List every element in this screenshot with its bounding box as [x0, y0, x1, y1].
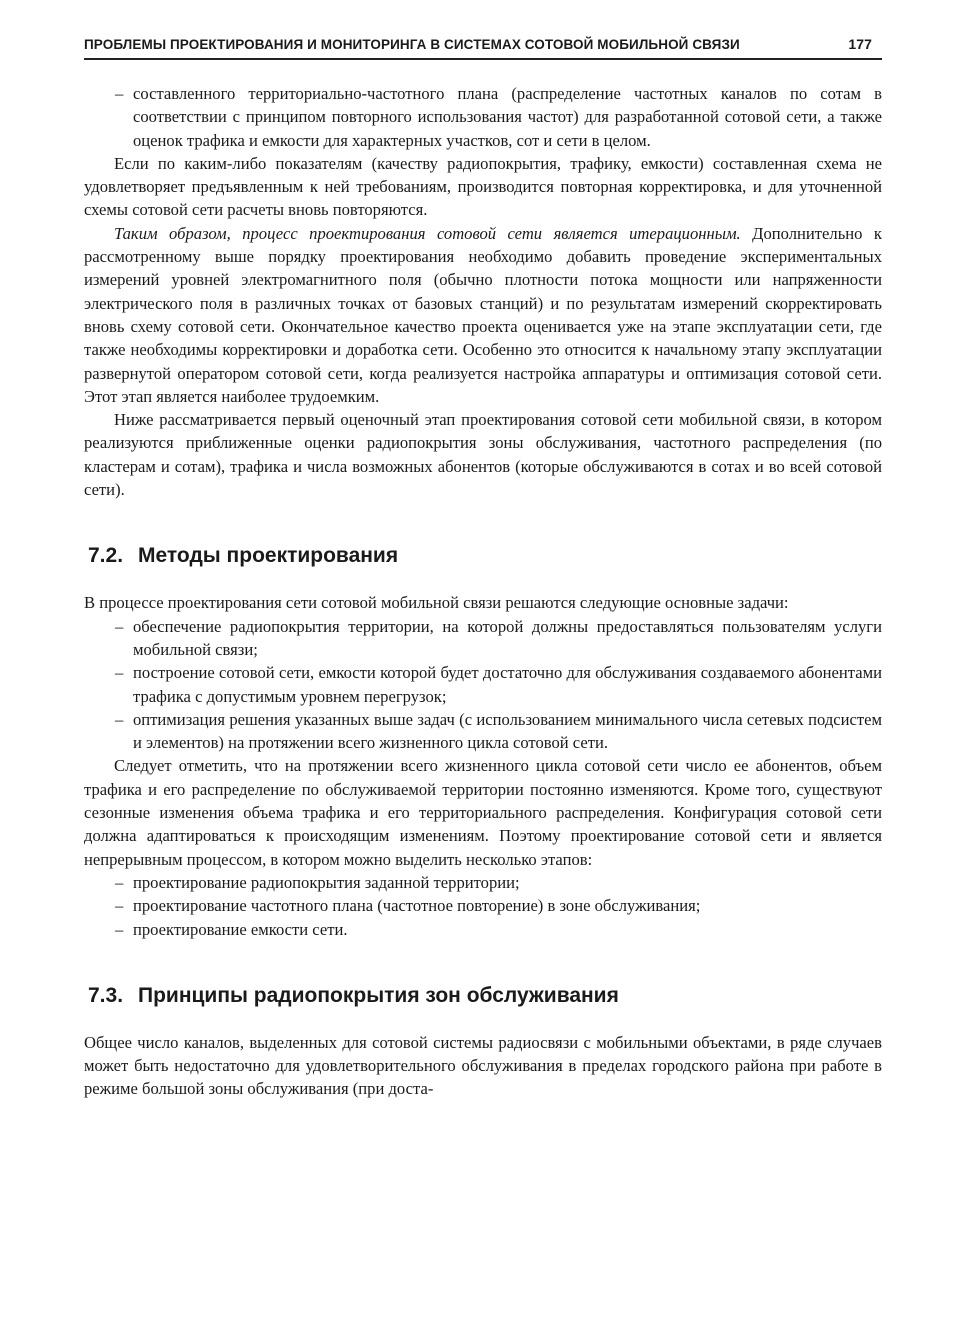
emphasized-sentence: Таким образом, процесс проектирования сотовой сети является итерационным. [114, 223, 741, 243]
page-number: 177 [848, 36, 872, 52]
section-heading-7-2 [84, 543, 882, 569]
paragraph-text: Дополнительно к рассмотренному выше порядку проектирования необходимо добавить проведение экспериментальных измерений уровней электромагнитного поля (обычно плотности потока мощности или напряженности электрического поля в различных точках от базовых станций) и по результатам измерений скорректировать вновь схему сотовой сети. Окончательное качество проекта оценивается уже на этапе эксплуатации сети, где также необходимы корректировки и доработка сети. Особенно это относится к начальному этапу эксплуатации развернутой оператором сотовой сети, когда реализуется настройка аппаратуры и оптимизация сотовой сети. Этот этап является наиболее трудоемким. [84, 223, 882, 406]
running-title: ПРОБЛЕМЫ ПРОЕКТИРОВАНИЯ И МОНИТОРИНГА В СИСТЕМАХ СОТОВОЙ МОБИЛЬНОЙ СВЯЗИ [84, 37, 740, 52]
tasks-list [84, 615, 882, 755]
stages-list [84, 871, 882, 941]
list-item: – оптимизация решения указанных выше задач (с использованием минимального числа сетевых подсистем и элементов) на протяжении всего жизненного цикла сотовой сети. [84, 708, 882, 755]
list-item: – проектирование емкости сети. [84, 918, 882, 941]
section-title: Методы проектирования [138, 544, 399, 568]
section-heading-7-3 [84, 983, 882, 1009]
list-item: – проектирование частотного плана (частотное повторение) в зоне обслуживания; [84, 894, 882, 917]
paragraph: Ниже рассматривается первый оценочный этап проектирования сотовой сети мобильной связи, в котором реализуются приближенные оценки радиопокрытия зоны обслуживания, частотного распределения (по кластерам и сотам), трафика и числа возможных абонентов (которые обслуживаются в сотах и во всей сотовой сети). [84, 410, 882, 500]
running-header [84, 36, 882, 60]
book-page [84, 36, 882, 1101]
paragraph: Следует отметить, что на протяжении всего жизненного цикла сотовой сети число ее абонентов, объем трафика и его распределение по обслуживаемой территории постоянно изменяются. Кроме того, существуют сезонные изменения объема трафика и его территориального распределения. Конфигурация сотовой сети должна адаптироваться к происходящим изменениям. Поэтому проектирование сотовой сети и является непрерывным процессом, в котором можно выделить несколько этапов: [84, 756, 882, 869]
list-item: – обеспечение радиопокрытия территории, на которой должны предоставляться пользователям услуги мобильной связи; [84, 615, 882, 662]
list-item: – составленного территориально-частотного плана (распределение частотных каналов по сотам в соответствии с принципом повторного использования частот) для разработанной сотовой сети, а также оценок трафика и емкости для характерных участков, сот и сети в целом. [84, 82, 882, 152]
list-item: – проектирование радиопокрытия заданной территории; [84, 871, 882, 894]
list-item: – построение сотовой сети, емкости которой будет достаточно для обслуживания создаваемого абонентами трафика с допустимым уровнем перегрузок; [84, 661, 882, 708]
section-title: Принципы радиопокрытия зон обслуживания [138, 983, 619, 1007]
intro-list [84, 82, 882, 152]
paragraph: Общее число каналов, выделенных для сотовой системы радиосвязи с мобильными объектами, в ряде случаев может быть недостаточно для удовлетворительного обслуживания в пределах городского района при работе в режиме большой зоны обслуживания (при доста- [84, 1032, 882, 1099]
paragraph: Если по каким-либо показателям (качеству радиопокрытия, трафику, емкости) составленная схема не удовлетворяет предъявленным к ней требованиям, производится повторная корректировка, и для уточненной схемы сотовой сети расчеты вновь повторяются. [84, 153, 882, 220]
paragraph: В процессе проектирования сети сотовой мобильной связи решаются следующие основные задачи: [84, 593, 789, 613]
section-number: 7.2. [88, 544, 124, 568]
paragraph [84, 222, 882, 408]
page-body [84, 82, 882, 1101]
section-number: 7.3. [88, 983, 124, 1007]
